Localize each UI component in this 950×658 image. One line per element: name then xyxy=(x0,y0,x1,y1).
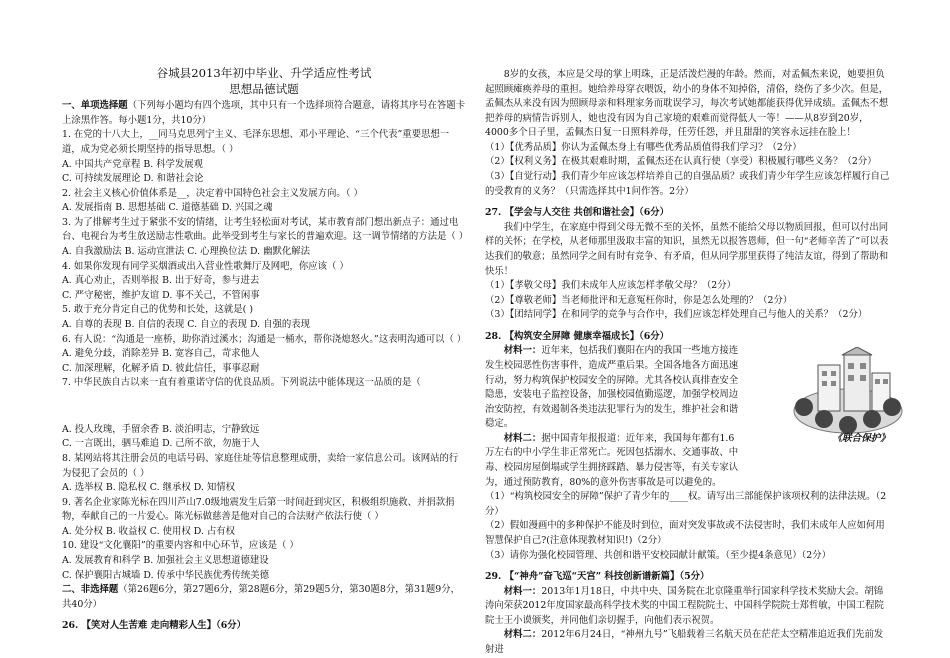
campus-illustration-svg xyxy=(784,347,912,445)
q27-material: 我们中学生，在家庭中得到父母无微不至的关怀，虽然不能给父母以物质回报，但可以付出同样的关怀；在学校，从老师那里汲取丰富的知识，虽然无以报答恩师，但一句“老师辛苦了”可以表达我们的敬意；虽然同学之间有时有竞争、有矛盾，但从同学那里获得了纯洁友谊，得到了帮助和快乐！ xyxy=(485,221,889,277)
q26-sub1: （1）【优秀品质】你认为孟佩杰身上有哪些优秀品质值得我们学习？（2分） xyxy=(485,141,802,153)
section2-heading: 二、非选择题（第26题6分，第27题6分，第28题6分，第29题5分，第30题8分，第31题9分，共40分） xyxy=(62,584,461,610)
q29-material-1: 材料一：2013年1月18日，中共中央、国务院在北京隆重举行国家科学技术奖励大会。胡锦涛向荣获2012年度国家最高科学技术奖的中国工程院院士、中国科学院院士郑哲敏，中国工程院院士王小谟颁奖，并同他们亲切握手，向他们表示祝贺。 xyxy=(485,585,884,626)
campus-building-illustration xyxy=(784,347,912,445)
q1-options-ab: A. 中国共产党章程 B. 科学发展观 xyxy=(62,158,204,170)
q28-sub1: （1）“构筑校园安全的屏障”保护了青少年的____权。请写出三部能保护该项权利的法律法规。（2分） xyxy=(485,491,887,517)
question-8: 8. 某网站将其注册会员的电话号码、家庭住址等信息整理成册，卖给一家信息公司。该网站的行为侵犯了会员的（ ） xyxy=(62,453,459,479)
exam-subtitle: 思想品德试题 xyxy=(229,81,299,96)
q28-sub2: （2）假如漫画中的多种保护不能及时到位，面对突发事故或不法侵害时，我们未成年人应如何用智慧保护自己?(注意体现教材知识!)（2分） xyxy=(485,520,885,546)
question-27-title: 27. 【学会与人交往 共创和谐社会】（6分） xyxy=(485,207,670,219)
question-1: 1. 在党的十八大上，__同马克思列宁主义、毛泽东思想、邓小平理论、“三个代表”重要思想一道，成为党必须长期坚持的指导思想。（ ） xyxy=(62,129,450,156)
q5-options: A. 自尊的表现 B. 自信的表现 C. 自立的表现 D. 自强的表现 xyxy=(62,318,310,330)
q26-sub2: （2）【权利义务】在极其艰难时期，孟佩杰还在认真行使（享受）积极履行哪些义务？（2分） xyxy=(485,156,877,168)
q9-options: A. 处分权 B. 收益权 C. 使用权 D. 占有权 xyxy=(62,525,235,537)
q7-options-ab: A. 投人玫瑰，手留余香 B. 淡泊明志，宁静致远 xyxy=(62,423,260,435)
question-6: 6. 有人说：“沟通是一座桥，助你消过溪水；沟通是一桶水，帮你浇熄怒火。”这表明沟通可以（ ） xyxy=(62,333,467,345)
q26-material: 8岁的女孩，本应是父母的掌上明珠，正是活泼烂漫的年龄。然而，对孟佩杰来说，她要担负起照顾瘫痪养母的重担。她给养母穿衣喂饭，幼小的身体不知掉俗，清俗，绕伤了多少次。但是，孟佩杰从来没有因为照顾母亲和料理家务而耽误学习，每次考试她都能获得优异成绩。孟佩杰不想把养母的病情告诉别人，她也没有因为自己家境的艰难而觉得低人一等！——从8岁到20岁，4000多个日子里，孟佩杰日复一日照料养母，任劳任怨，并且甜甜的笑容永远挂在脸上！ xyxy=(485,69,889,139)
q28-material-2: 材料二：据中国青年报报道：近年来，我国每年都有1.6万左右的中小学生非正常死亡。死因包括溺水、交通事故、中毒、校园房屋倒塌或学生拥挤踩踏、暴力侵害等，有关专家认为，通过预防教育，80%的意外伤害事故是可以避免的。 xyxy=(485,432,739,488)
q26-sub3: （3）【自觉行动】我们青少年应该怎样培养自己的自强品质？或我们青少年学生应该怎样履行自己的受教育的义务？（只需选择其中1问作答。2分） xyxy=(485,171,890,197)
question-9: 9. 著名企业家陈光标在四川芦山7.0级地震发生后第一时间赶到灾区，积极组织施救、并捐款捐物，奉献自己的一片爱心。陈光标做慈善是他对自己的合法财产依法行使（ ） xyxy=(62,496,455,523)
q28-material-1: 材料一：近年来，包括我们襄阳在内的我国一些地方接连发生校园恶性伤害事件，造成严重后果。全国各地各方面迅速行动，努力构筑保护校园安全的屏障。尤其各校认真排查安全隐患，安装电子监控设备，加强校园值勤巡逻，加强学校周边治安防控，有效遏制各类违法犯罪行为的发生，维护社会和谐稳定。 xyxy=(485,345,739,430)
question-28-title: 28. 【构筑安全屏障 健康幸福成长】（6分） xyxy=(485,330,670,342)
q6-options-cd: C. 加深理解，化解矛盾 D. 彼此信任，事事忍耐 xyxy=(62,362,260,374)
exam-title: 谷城县2013年初中毕业、升学适应性考试 xyxy=(156,66,372,80)
left-column xyxy=(62,0,469,634)
question-7: 7. 中华民族自古以来一直有着重诺守信的优良品质。下列说法中能体现这一品质的是（ xyxy=(62,377,421,389)
q27-sub1: （1）【孝敬父母】我们未成年人应该怎样孝敬父母？（2分） xyxy=(485,280,736,292)
question-26-title: 26. 【笑对人生苦难 走向精彩人生】（6分） xyxy=(62,620,247,632)
q3-options: A. 自我激励法 B. 运动宣泄法 C. 心理换位法 D. 幽默化解法 xyxy=(62,246,310,258)
question-29-title: 29. 【“神舟”奋飞巡“天宫” 科技创新谱新篇】（5分） xyxy=(485,571,710,583)
question-3: 3. 为了排解考生过于紧张不安的情绪，让考生轻松面对考试，某市教育部门想出新点子：通过电台、电视台为考生放送励志性歌曲。此举受到考生与家长的普遍欢迎。这一调节情绪的方法是（ ） xyxy=(62,216,469,243)
q2-options: A. 发展指南 B. 思想基础 C. 道德基础 D. 兴国之魂 xyxy=(62,202,273,214)
q4-options-cd: C. 严守秘密，维护友谊 D. 事不关己，不管闲事 xyxy=(62,289,260,301)
q10-options-cd: C. 保护襄阳古城墙 D. 传承中华民族优秀传统美德 xyxy=(62,569,270,581)
question-5: 5. 敢于充分肯定自己的优势和长处，这就是( ) xyxy=(62,304,253,316)
section1-heading: 一、单项选择题（下列每小题均有四个选项，其中只有一个选择项符合题意，请将其序号在答题卡上涂黑作答。每小题1分，共10分） xyxy=(62,100,466,126)
question-10: 10. 建设“文化襄阳”的重要内容和中心环节，应该是（ ） xyxy=(62,540,299,552)
q28-sub3: （3）请你为强化校园管理、共创和谐平安校园献计献策。（至少提4条意见）（2分） xyxy=(485,549,832,561)
q27-sub2: （2）【尊敬老师】当老师批评和无意冤枉你时，你是怎么处理的？（2分） xyxy=(485,294,793,306)
q1-options-cd: C. 可持续发展理论 D. 和谐社会论 xyxy=(62,173,204,185)
q29-material-2: 材料二：2012年6月24日，“神州九号”飞船载着三名航天员在茫茫太空精准追近我们先前发射进 xyxy=(485,629,884,655)
q8-options: A. 选举权 B. 隐私权 C. 继承权 D. 知情权 xyxy=(62,482,235,494)
q10-options-ab: A. 发展教育和科学 B. 加强社会主义思想道德建设 xyxy=(62,555,269,567)
question-4: 4. 如果你发现有同学买烟酒或出入营业性歌舞厅及网吧，你应该（ ） xyxy=(62,260,349,272)
q27-sub3: （3）【团结同学】在和同学的竞争与合作中，我们应该怎样处理自己与他人的关系？（2分） xyxy=(485,309,868,321)
illustration-caption: 《联合保护》 xyxy=(832,433,890,444)
question-2: 2. 社会主义核心价值体系是__，决定着中国特色社会主义发展方向。（ ） xyxy=(62,187,363,199)
q7-options-cd: C. 一言既出，驷马难追 D. 己所不欲，勿施于人 xyxy=(62,438,260,450)
q6-options-ab: A. 避免分歧，消除差异 B. 宽容自己，苛求他人 xyxy=(62,348,260,360)
q4-options-ab: A. 真心劝止，否则举报 B. 出于好奇，参与进去 xyxy=(62,275,260,287)
